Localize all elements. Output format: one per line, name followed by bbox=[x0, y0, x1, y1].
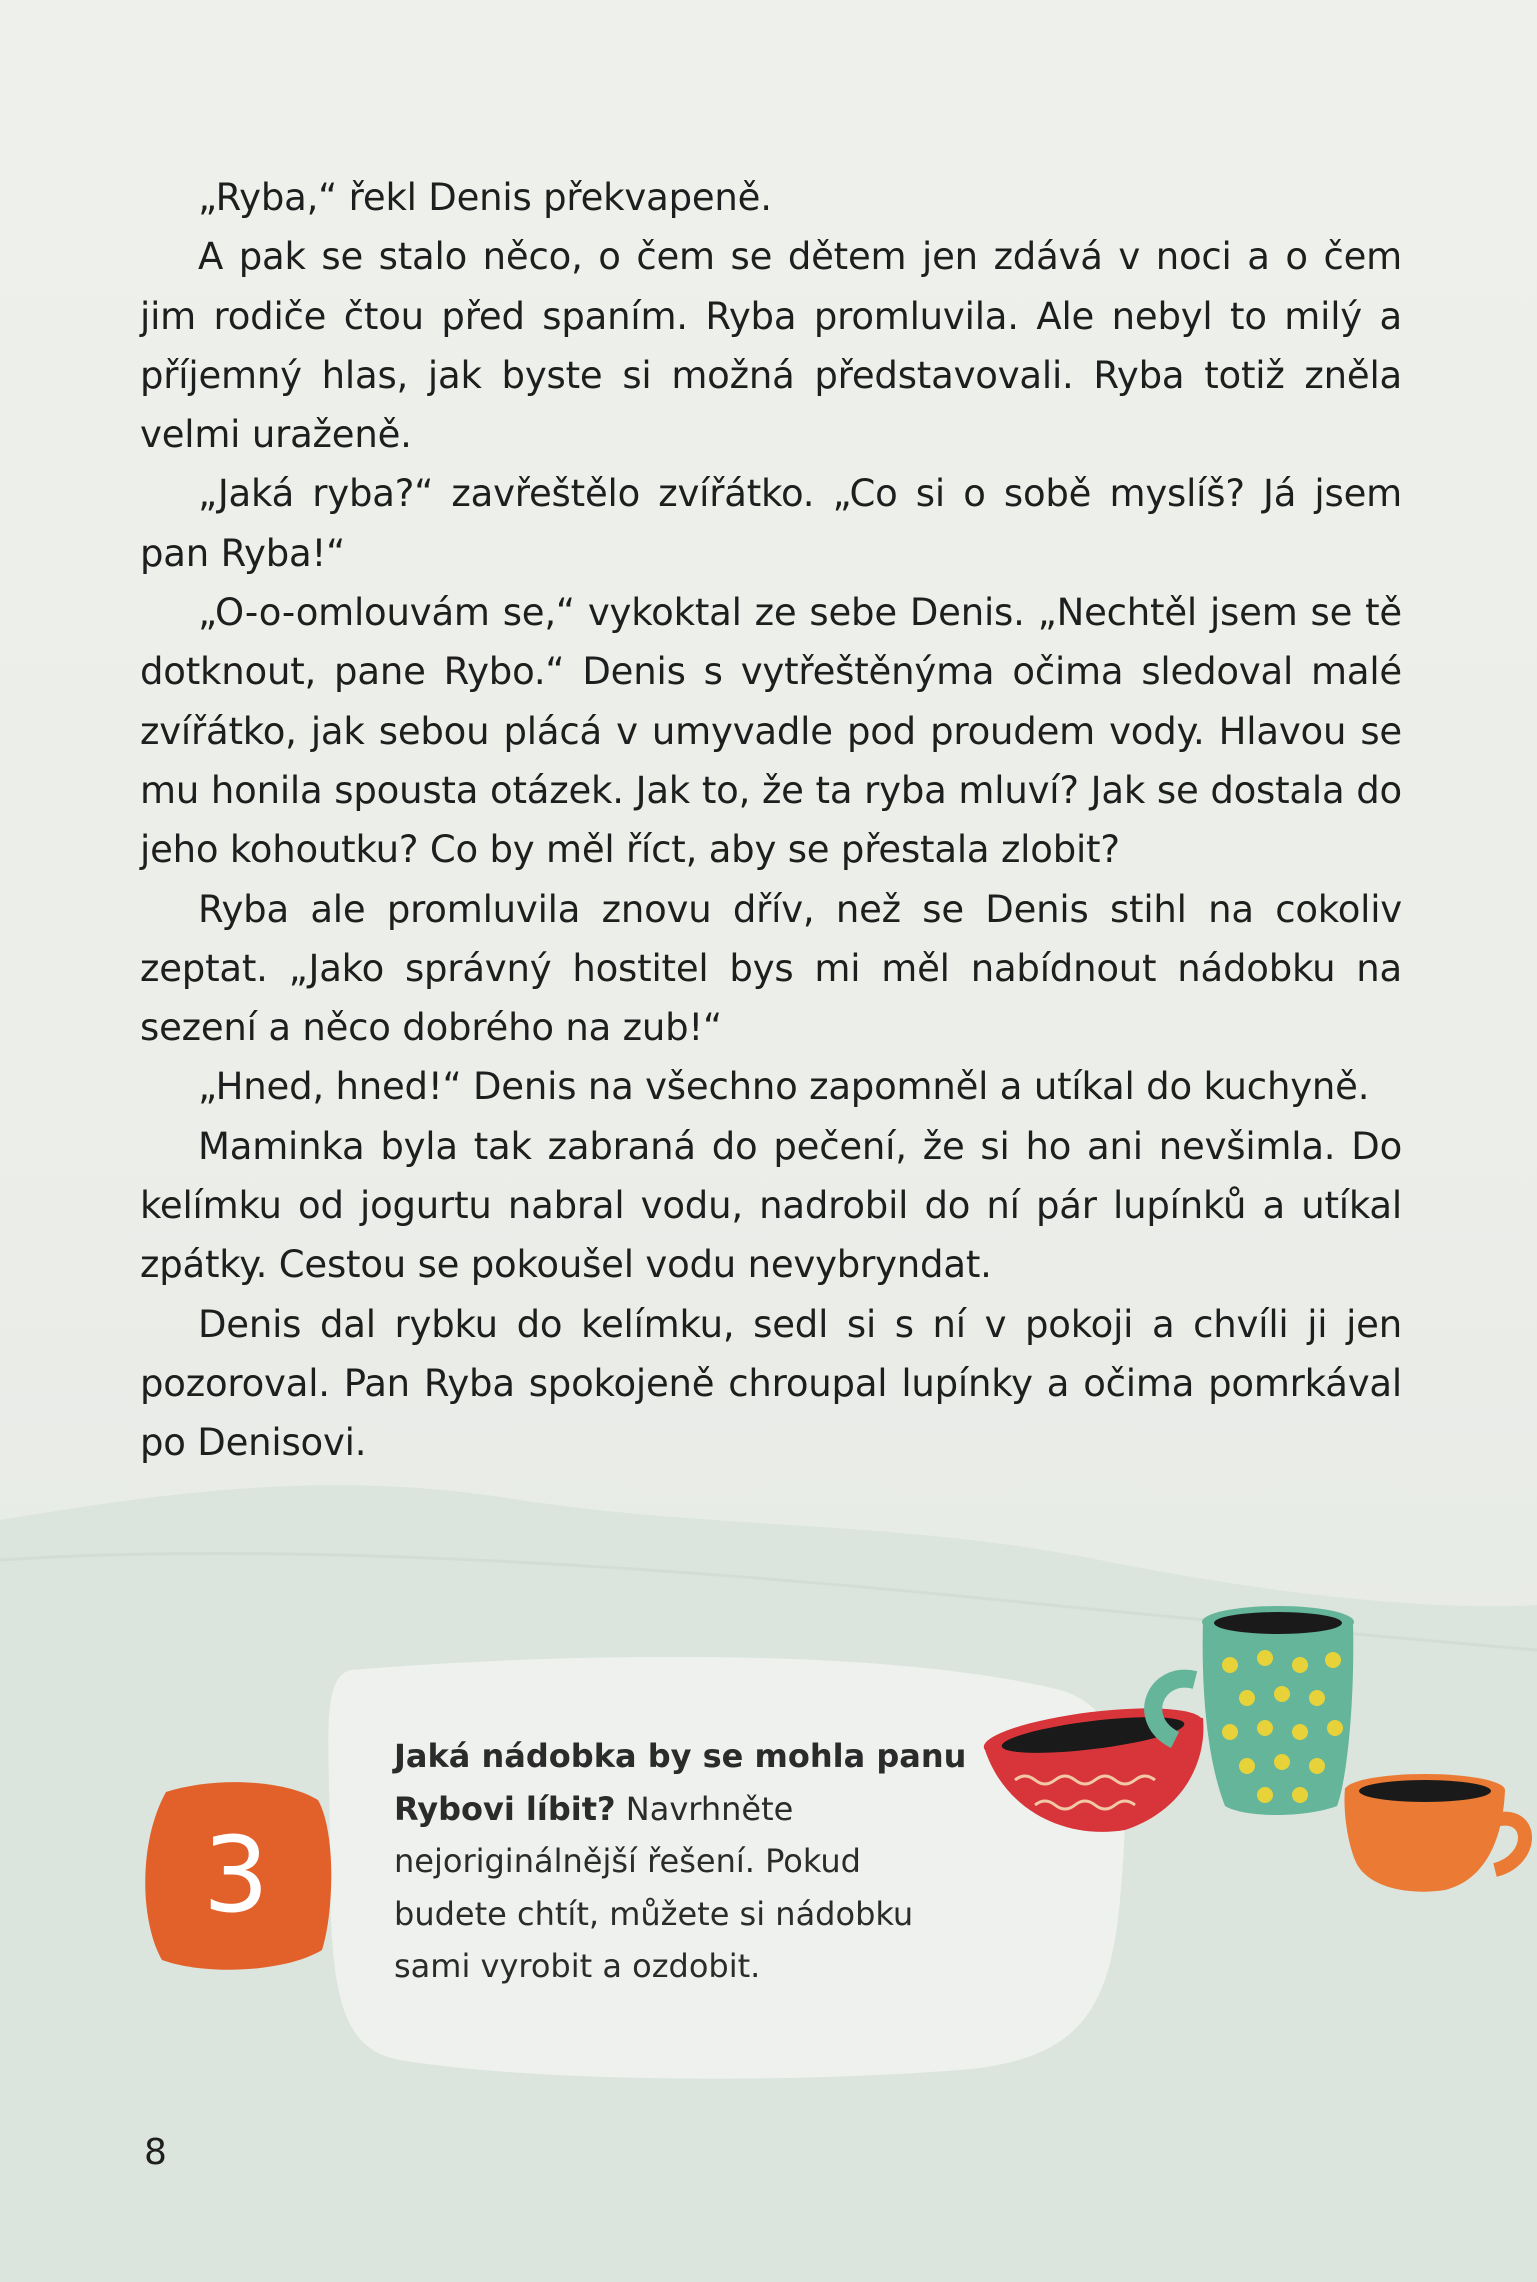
task-question bbox=[394, 1730, 974, 1993]
story-paragraph: Denis dal rybku do kelímku, sedl si s ní v pokoji a chvíli ji jen pozoroval. Pan Ryba spokojeně chroupal lupínky a očima pomrkával po Denisovi. bbox=[140, 1302, 1402, 1465]
task-number: 3 bbox=[202, 1814, 270, 1936]
story-paragraph: „O-o-omlouvám se,“ vykoktal ze sebe Denis. „Nechtěl jsem se tě dotknout, pane Rybo.“ Denis s vytřeštěnýma očima sledoval malé zvířátko, jak sebou plácá v umyvadle pod proudem vody. Hlavou se mu honila spousta otázek. Jak to, že ta ryba mluví? Jak se dostala do jeho kohoutku? Co by měl říct, aby se přestala zlobit? bbox=[140, 591, 1402, 872]
task-question-rest: Navrhněte nejoriginálnější řešení. Pokud budete chtít, můžete si nádobku sami vyrobit a ozdobit. bbox=[394, 1789, 914, 1985]
orange-cup-icon bbox=[1344, 1774, 1525, 1892]
page-number: 8 bbox=[144, 2132, 167, 2173]
story-paragraph: A pak se stalo něco, o čem se dětem jen zdává v noci a o čem jim rodiče čtou před spaním. Ryba promluvila. Ale nebyl to milý a příjemný hlas, jak byste si možná představovali. Ryba totiž zněla velmi uraženě. bbox=[140, 235, 1402, 457]
task-question-bold: Jaká nádobka by se mohla panu Rybovi líbit? bbox=[394, 1737, 967, 1828]
story-paragraph: „Hned, hned!“ Denis na všechno zapomněl a utíkal do kuchyně. bbox=[198, 1065, 1370, 1109]
story-paragraph: Ryba ale promluvila znovu dřív, než se Denis stihl na cokoliv zeptat. „Jako správný hostitel bys mi měl nabídnout nádobku na sezení a něco dobrého na zub!“ bbox=[140, 887, 1402, 1050]
red-bowl-icon bbox=[981, 1699, 1205, 1832]
cups-illustration bbox=[975, 1590, 1535, 1920]
story-paragraph: „Jaká ryba?“ zavřeštělo zvířátko. „Co si o sobě myslíš? Já jsem pan Ryba!“ bbox=[140, 472, 1402, 575]
story-text bbox=[140, 168, 1402, 1473]
task-number-badge bbox=[136, 1772, 336, 1978]
story-paragraph: Maminka byla tak zabraná do pečení, že si ho ani nevšimla. Do kelímku od jogurtu nabral vodu, nadrobil do ní pár lupínků a utíkal zpátky. Cestou se pokoušel vodu nevybryndat. bbox=[140, 1124, 1402, 1287]
story-paragraph: „Ryba,“ řekl Denis překvapeně. bbox=[198, 176, 772, 219]
